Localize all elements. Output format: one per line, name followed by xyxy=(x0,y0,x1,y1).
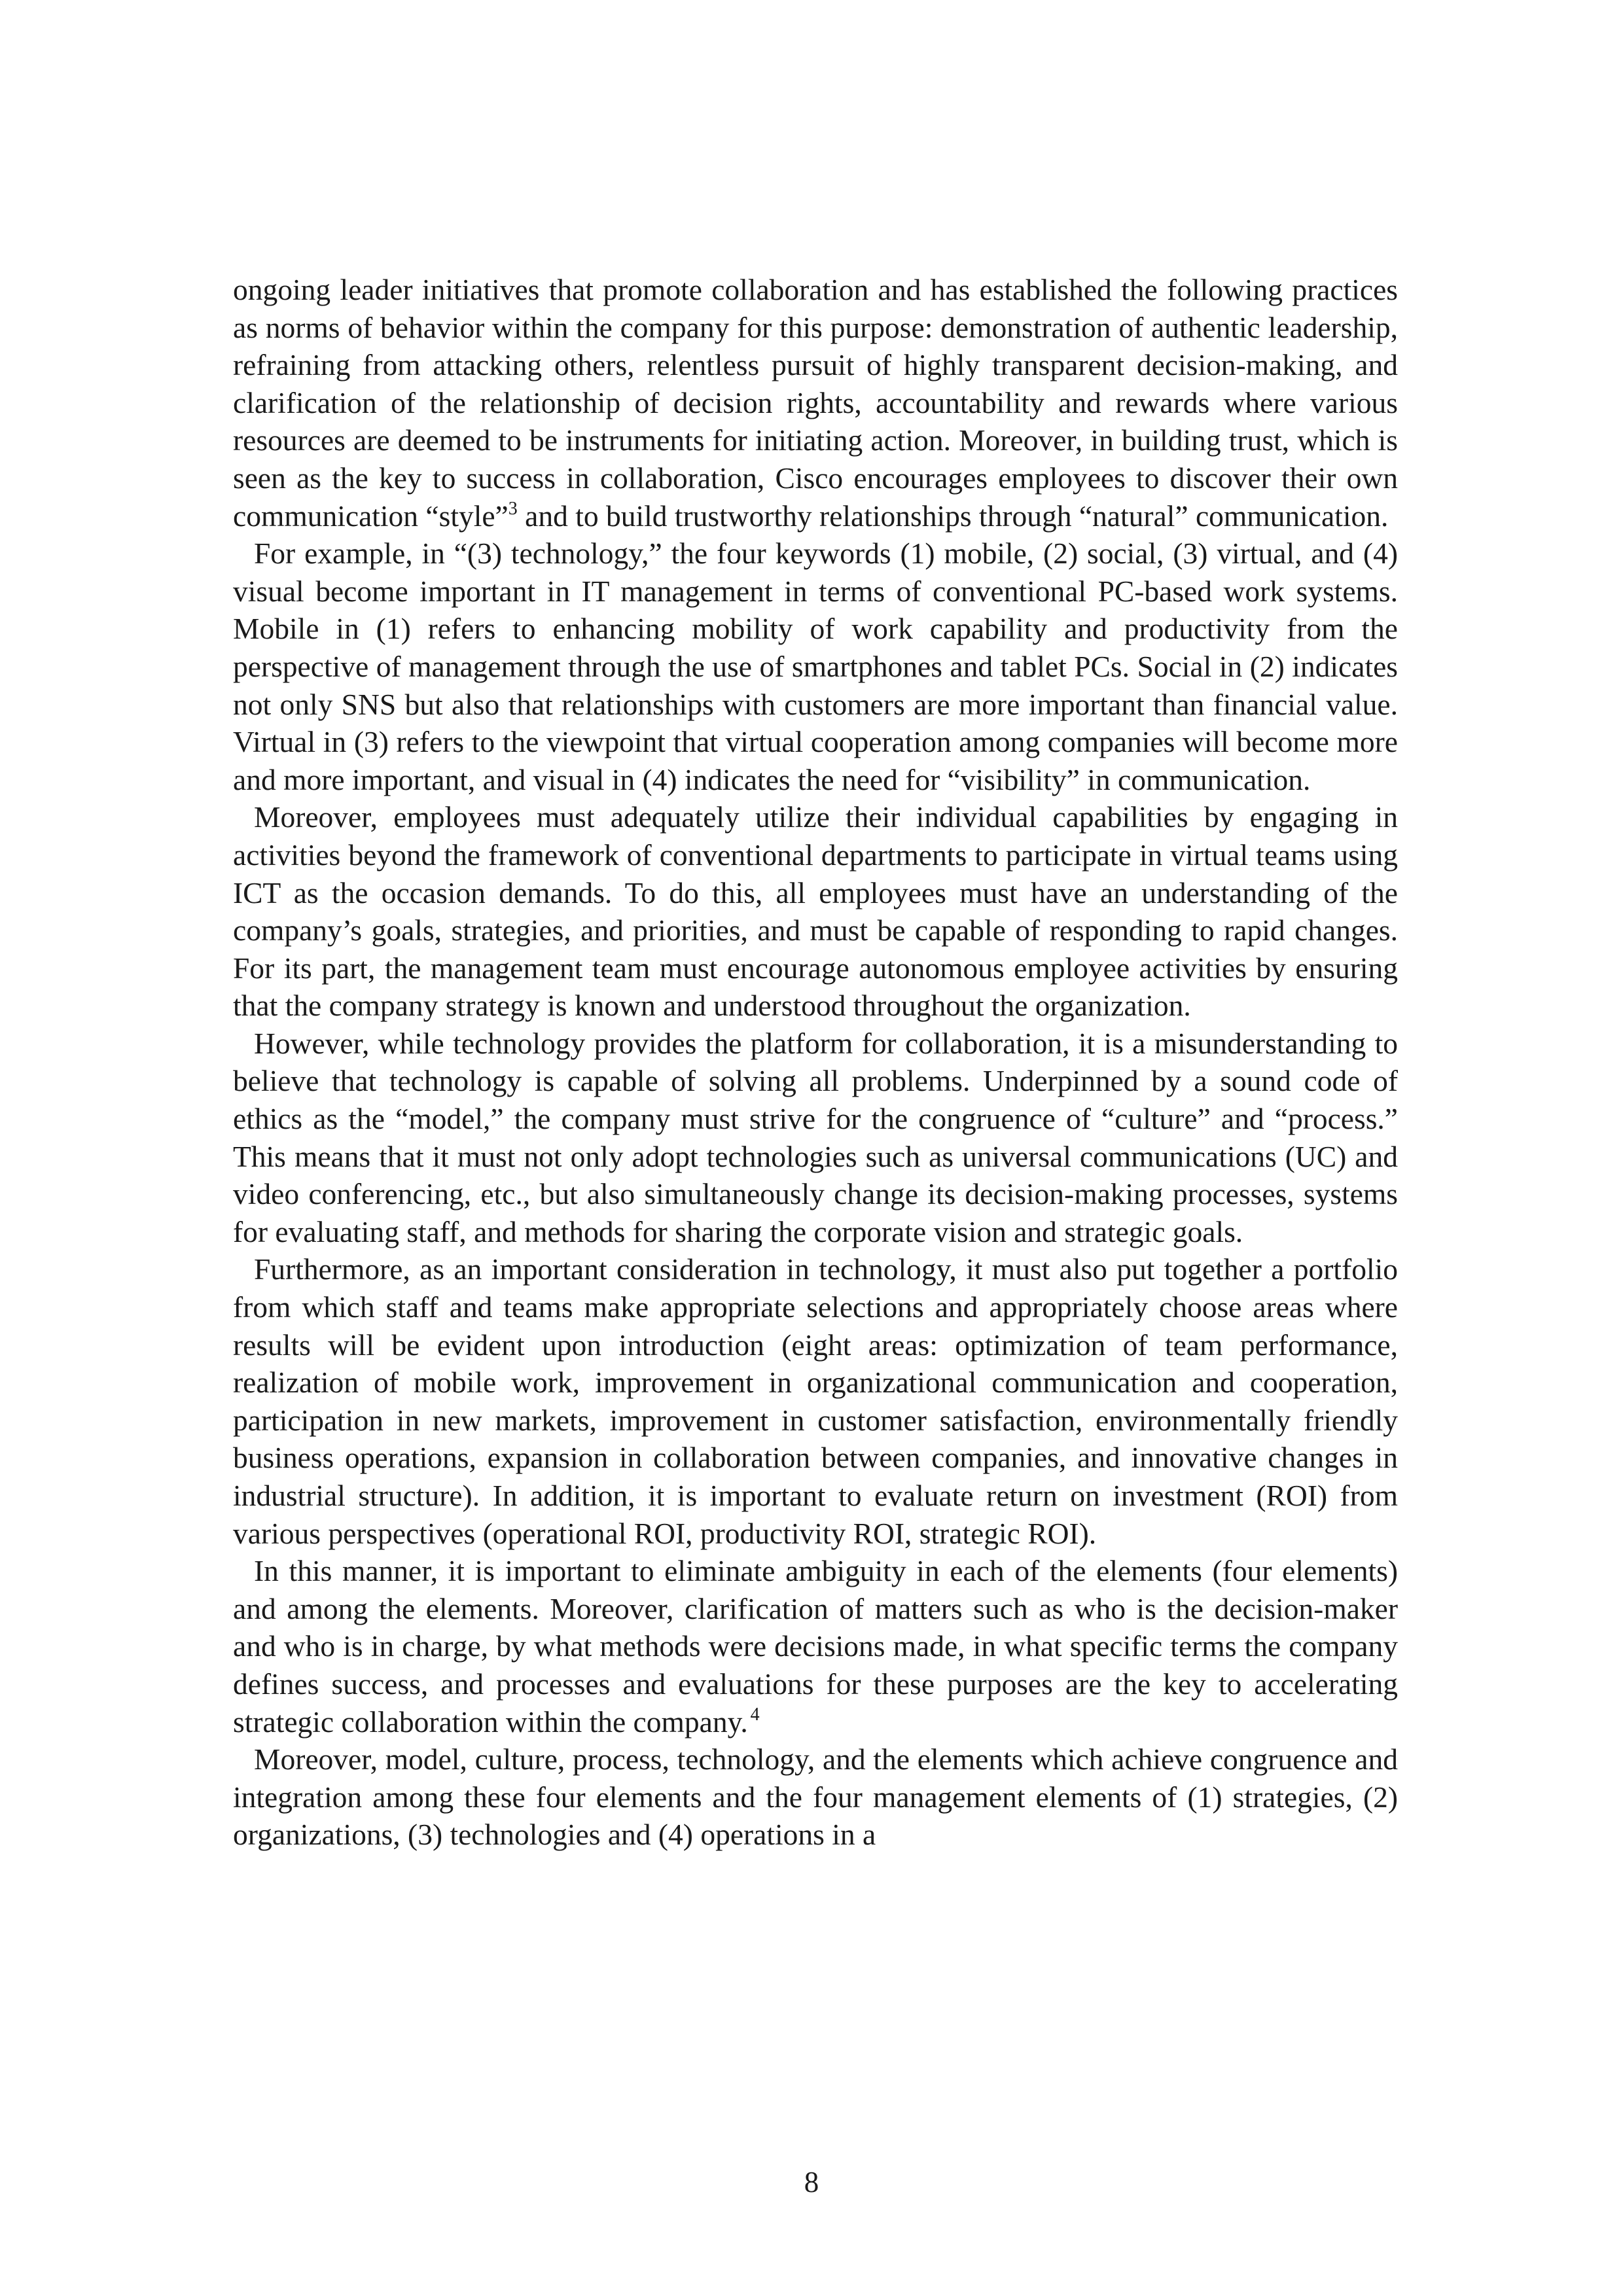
footnote-ref-4[interactable]: 4 xyxy=(750,1704,760,1725)
paragraph-1-text-continued: and to build trustworthy relationships through “natural” communication. xyxy=(517,499,1389,533)
footnote-ref-3[interactable]: 3 xyxy=(508,498,518,519)
paragraph-3: Moreover, employees must adequately utilize their individual capabilities by engaging in activities beyond the framework of conventional departments to participate in virtual teams using ICT as the occasion demands. To do this, all employees must have an understanding of the company’s goals, strategies, and priorities, and must be capable of responding to rapid changes. For its part, the management team must encourage autonomous employee activities by ensuring that the company strategy is known and understood throughout the organization. xyxy=(233,800,1398,1023)
paragraph-4: However, while technology provides the platform for collaboration, it is a misunderstanding to believe that technology is capable of solving all problems. Underpinned by a sound code of ethics as the “model,” the company must strive for the congruence of “culture” and “process.” This means that it must not only adopt technologies such as universal communications (UC) and video conferencing, etc., but also simultaneously change its decision-making processes, systems for evaluating staff, and methods for sharing the corporate vision and strategic goals. xyxy=(233,1026,1398,1248)
body-text xyxy=(233,271,1398,1854)
paragraph-7: Moreover, model, culture, process, technology, and the elements which achieve congruence and integration among these four elements and the four management elements of (1) strategies, (2) organizations, (3) technologies and (4) operations in a xyxy=(233,1742,1398,1852)
paragraph-2: For example, in “(3) technology,” the four keywords (1) mobile, (2) social, (3) virtual, and (4) visual become important in IT management in terms of conventional PC-based work systems. Mobile in (1) refers to enhancing mobility of work capability and productivity from the perspective of management through the use of smartphones and tablet PCs. Social in (2) indicates not only SNS but also that relationships with customers are more important than financial value. Virtual in (3) refers to the viewpoint that virtual cooperation among companies will become more and more important, and visual in (4) indicates the need for “visibility” in communication. xyxy=(233,537,1398,796)
page-number: 8 xyxy=(804,2166,819,2199)
paragraph-5: Furthermore, as an important consideration in technology, it must also put together a portfolio from which staff and teams make appropriate selections and appropriately choose areas where results will be evident upon introduction (eight areas: optimization of team performance, realization of mobile work, improvement in organizational communication and cooperation, participation in new markets, improvement in customer satisfaction, environmentally friendly business operations, expansion in collaboration between companies, and innovative changes in industrial structure). In addition, it is important to evaluate return on investment (ROI) from various perspectives (operational ROI, productivity ROI, strategic ROI). xyxy=(233,1252,1398,1550)
paragraph-1-text: ongoing leader initiatives that promote collaboration and has established the following practices as norms of behavior within the company for this purpose: demonstration of authentic leadership, refraining from attacking others, relentless pursuit of highly transparent decision-making, and clarification of the relationship of decision rights, accountability and rewards where various resources are deemed to be instruments for initiating action. Moreover, in building trust, which is seen as the key to success in collaboration, Cisco encourages employees to discover their own communication “style” xyxy=(233,273,1398,533)
paragraph-1 xyxy=(233,271,1398,535)
paragraph-6-text: In this manner, it is important to eliminate ambiguity in each of the elements (four elements) and among the elements. Moreover, clarification of matters such as who is the decision-maker and who is in charge, by what methods were decisions made, in what specific terms the company defines success, and processes and evaluations for these purposes are the key to accelerating strategic collaboration within the company. xyxy=(233,1554,1398,1739)
paragraph-6 xyxy=(233,1552,1398,1740)
